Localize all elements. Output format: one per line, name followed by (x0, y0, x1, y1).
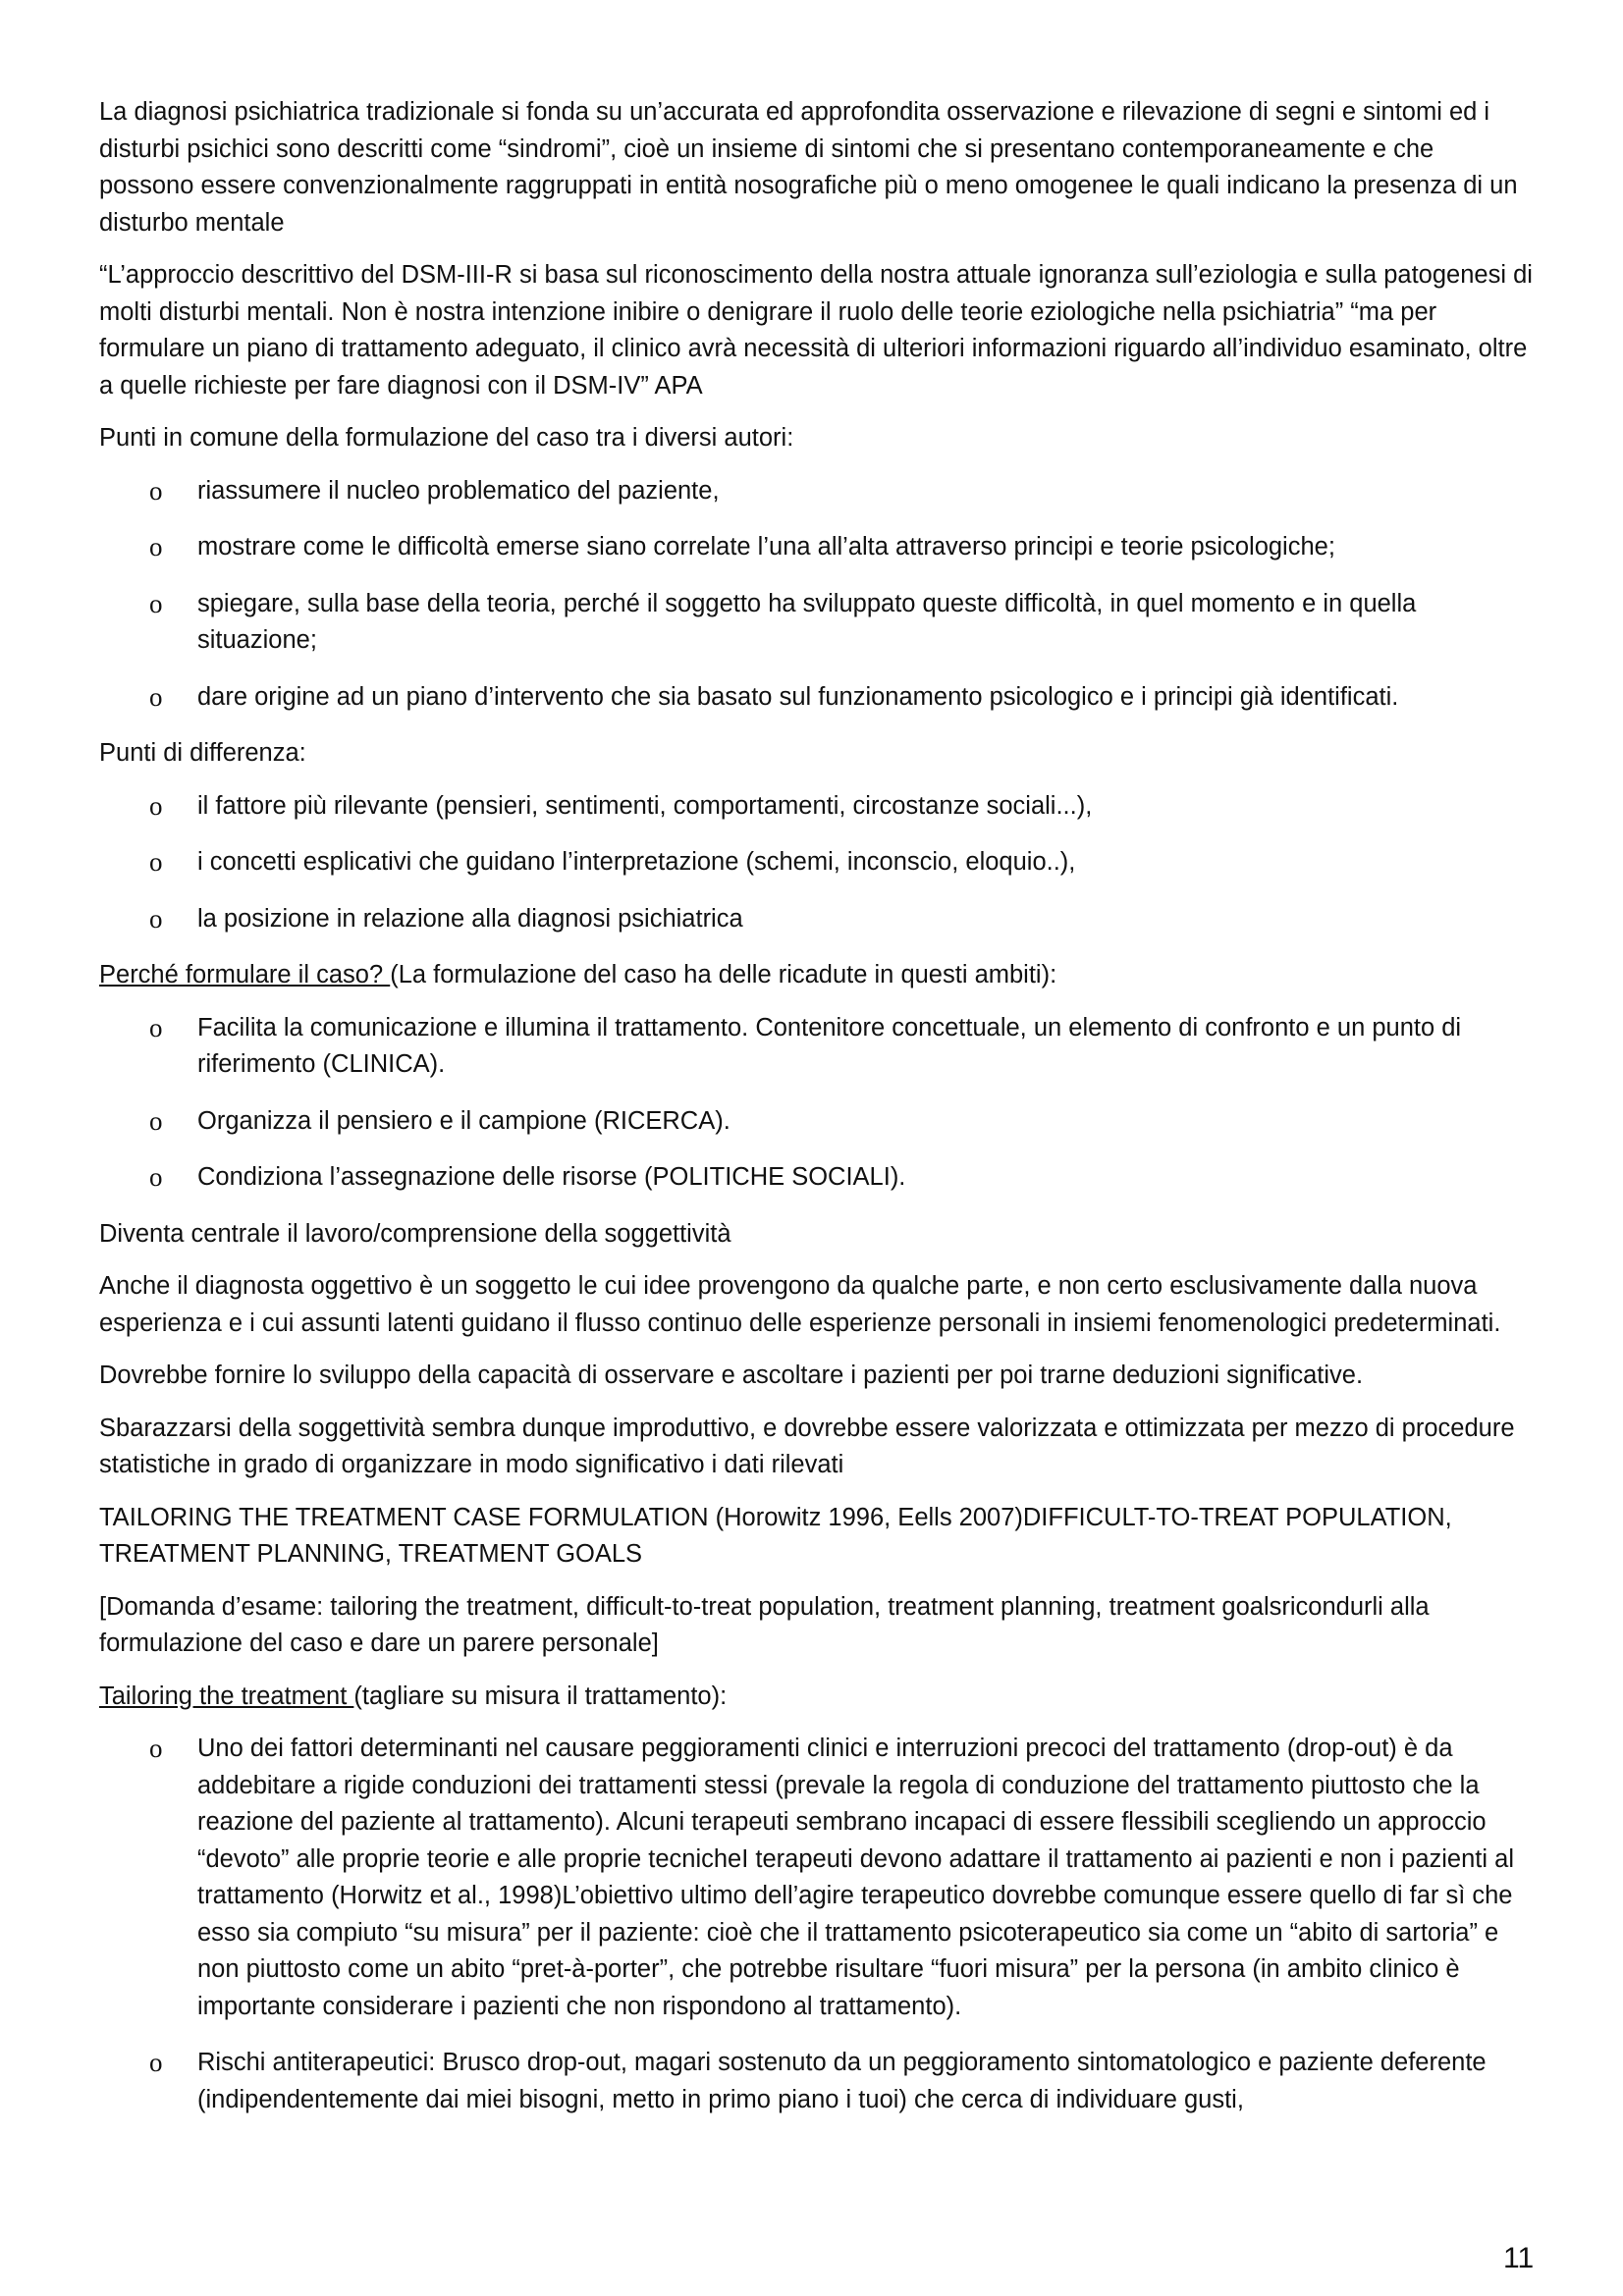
bullet-marker: o (149, 681, 163, 712)
list-item-text: Uno dei fattori determinanti nel causare peggioramenti clinici e interruzioni precoci del trattamento (drop-out) è da addebitare a rigide conduzioni dei trattamenti stessi (prevale la regola di conduzione del trattamento piuttosto che la reazione del paziente al trattamento). Alcuni terapeuti sembrano incapaci di essere flessibili scegliendo un approccio “devoto” alle proprie teorie e alle proprie tecnicheI terapeuti devono adattare il trattamento ai pazienti e non i pazienti al trattamento (Horwitz et al., 1998)L’obiettivo ultimo dell’agire terapeutico dovrebbe comunque essere quello di far sì che esso sia compiuto “su misura” per il paziente: cioè che il trattamento psicoterapeutico sia come un “abito di sartoria” e non piuttosto come un abito “pret-à-porter”, che potrebbe risultare “fuori misura” per la persona (in ambito clinico è importante considerare i pazienti che non rispondono al trattamento). (197, 1735, 1514, 2020)
difference-points-heading: Punti di differenza: (99, 739, 306, 767)
list-item-text: Condiziona l’assegnazione delle risorse (POLITICHE SOCIALI). (197, 1163, 906, 1191)
list-item-text: i concetti esplicativi che guidano l’interpretazione (schemi, inconscio, eloquio..), (197, 848, 1076, 876)
list-item-text: riassumere il nucleo problematico del paziente, (197, 476, 720, 505)
list-item-text: la posizione in relazione alla diagnosi psichiatrica (197, 904, 743, 933)
paragraph-diagnosis: La diagnosi psichiatrica tradizionale si fonda su un’accurata ed approfondita osservazione e rilevazione di segni e sintomi ed i disturbi psichici sono descritti come “sindromi”, cioè un insieme di sintomi che si presentano contemporaneamente e che possono essere convenzionalmente raggruppati in entità nosografiche più o meno omogenee le quali indicano la presenza di un disturbo mentale (99, 98, 1518, 237)
list-item-text: Facilita la comunicazione e illumina il trattamento. Contenitore concettuale, un elemento di confronto e un punto di riferimento (CLINICA). (197, 1013, 1462, 1078)
bullet-marker: o (149, 2048, 163, 2077)
bullet-marker: o (149, 1734, 163, 1763)
list-item (99, 844, 1535, 881)
list-item-text: mostrare come le difficoltà emerse siano correlate l’una all’alta attraverso principi e teorie psicologiche; (197, 533, 1335, 561)
list-item (99, 1731, 1535, 2025)
bullet-marker: o (149, 1012, 163, 1042)
list-item (99, 473, 1535, 510)
why-formulate-list (99, 1010, 1535, 1197)
why-formulate-title: Perché formulare il caso? (99, 961, 391, 988)
common-points-heading: Punti in comune della formulazione del caso tra i diversi autori: (99, 424, 794, 452)
tailoring-list (99, 1731, 1535, 2118)
list-item (99, 529, 1535, 566)
list-item-text: Rischi antiterapeutici: Brusco drop-out, magari sostenuto da un peggioramento sintomatologico e paziente deferente (indipendentemente dai miei bisogni, metto in primo piano i tuoi) che cerca di individuare gusti, (197, 2049, 1487, 2113)
list-item (99, 679, 1535, 717)
paragraph-tailoring-title: TAILORING THE TREATMENT CASE FORMULATION (Horowitz 1996, Eells 2007)DIFFICULT-TO-TREAT POPULATION, TREATMENT PLANNING, TREATMENT GOALS (99, 1503, 1452, 1568)
tailoring-subtitle: (tagliare su misura il trattamento): (353, 1682, 728, 1710)
paragraph-observation-skills: Dovrebbe fornire lo sviluppo della capacità di osservare e ascoltare i pazienti per poi trarne deduzioni significative. (99, 1362, 1364, 1389)
tailoring-heading (99, 1679, 1535, 1716)
paragraph-exam-question: [Domanda d’esame: tailoring the treatment, difficult-to-treat population, treatment planning, treatment goalsricondurli alla formulazione del caso e dare un parere personale] (99, 1592, 1430, 1657)
bullet-marker: o (149, 532, 163, 561)
bullet-marker: o (149, 475, 163, 506)
list-item (99, 901, 1535, 938)
paragraph-objective-diagnostician: Anche il diagnosta oggettivo è un soggetto le cui idee provengono da qualche parte, e non certo esclusivamente dalla nuova esperienza e i cui assunti latenti guidano il flusso continuo delle esperienze personali in insiemi fenomenologici predeterminati. (99, 1272, 1501, 1337)
bullet-marker: o (149, 1105, 163, 1136)
why-formulate-heading (99, 957, 1535, 994)
difference-points-list (99, 788, 1535, 938)
list-item (99, 1010, 1535, 1084)
list-item (99, 2045, 1535, 2118)
bullet-marker: o (149, 903, 163, 934)
list-item (99, 1159, 1535, 1197)
why-formulate-subtitle: (La formulazione del caso ha delle ricadute in questi ambiti): (390, 961, 1057, 988)
paragraph-subjectivity: Diventa centrale il lavoro/comprensione della soggettività (99, 1219, 731, 1248)
bullet-marker: o (149, 790, 163, 821)
common-points-list (99, 473, 1535, 717)
bullet-marker: o (149, 588, 163, 618)
paragraph-dsm-quote: “L’approccio descrittivo del DSM-III-R si basa sul riconoscimento della nostra attuale ignoranza sull’eziologia e sulla patogenesi di molti disturbi mentali. Non è nostra intenzione inibire o denigrare il ruolo delle teorie eziologiche nella psichiatria” “ma per formulare un piano di trattamento adeguato, il clinico avrà necessità di ulteriori informazioni riguardo all’individuo esaminato, oltre a quelle richieste per fare diagnosi con il DSM-IV” APA (99, 261, 1533, 400)
list-item-text: il fattore più rilevante (pensieri, sentimenti, comportamenti, circostanze sociali...), (197, 791, 1093, 820)
bullet-marker: o (149, 847, 163, 877)
list-item (99, 1103, 1535, 1141)
document-page (99, 94, 1535, 2138)
list-item (99, 586, 1535, 660)
list-item-text: spiegare, sulla base della teoria, perché il soggetto ha sviluppato queste difficoltà, in quel momento e in quella situazione; (197, 589, 1417, 654)
tailoring-title: Tailoring the treatment (99, 1682, 354, 1710)
list-item (99, 788, 1535, 826)
page-number: 11 (1503, 2242, 1535, 2274)
bullet-marker: o (149, 1162, 163, 1192)
list-item-text: dare origine ad un piano d’intervento che sia basato sul funzionamento psicologico e i principi già identificati. (197, 682, 1399, 711)
paragraph-statistical-procedures: Sbarazzarsi della soggettività sembra dunque improduttivo, e dovrebbe essere valorizzata e ottimizzata per mezzo di procedure statistiche in grado di organizzare in modo significativo i dati rilevati (99, 1414, 1515, 1478)
list-item-text: Organizza il pensiero e il campione (RICERCA). (197, 1106, 730, 1135)
